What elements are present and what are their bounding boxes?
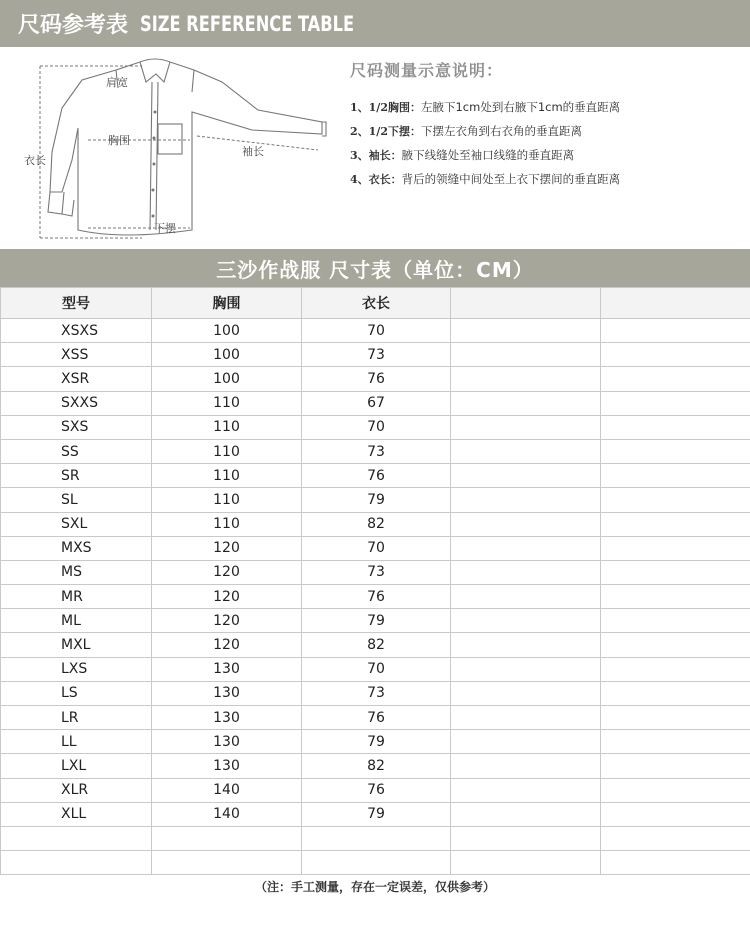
cell-empty xyxy=(451,706,601,730)
cell-chest: 110 xyxy=(152,391,302,415)
table-row xyxy=(1,512,750,536)
cell-empty xyxy=(451,730,601,754)
cell-chest: 110 xyxy=(152,464,302,488)
cell-chest: 130 xyxy=(152,730,302,754)
cell-empty xyxy=(601,585,750,609)
label-hem: 下摆 xyxy=(154,222,176,235)
label-sleeve: 袖长 xyxy=(242,145,264,158)
header-bar xyxy=(0,0,750,47)
table-row xyxy=(1,391,750,415)
cell-empty xyxy=(451,657,601,681)
cell-empty xyxy=(601,633,750,657)
cell-length: 73 xyxy=(302,681,451,705)
cell-length: 70 xyxy=(302,319,451,343)
cell-length: 73 xyxy=(302,560,451,584)
cell-empty xyxy=(601,851,750,875)
cell-model: XSS xyxy=(1,343,152,367)
cell-empty xyxy=(601,512,750,536)
cell-chest: 100 xyxy=(152,319,302,343)
header-title-en: SIZE REFERENCE TABLE xyxy=(140,11,355,36)
table-row xyxy=(1,560,750,584)
cell-model: MXS xyxy=(1,536,152,560)
cell-length: 82 xyxy=(302,512,451,536)
table-row xyxy=(1,633,750,657)
cell-model: LR xyxy=(1,706,152,730)
cell-model: MXL xyxy=(1,633,152,657)
measurement-notes xyxy=(350,58,740,191)
cell-model: SL xyxy=(1,488,152,512)
cell-length: 76 xyxy=(302,778,451,802)
cell-empty xyxy=(601,657,750,681)
cell-length: 73 xyxy=(302,439,451,463)
table-row xyxy=(1,536,750,560)
cell-chest: 110 xyxy=(152,439,302,463)
shirt-diagram xyxy=(22,52,334,248)
cell-length: 82 xyxy=(302,633,451,657)
cell-chest xyxy=(152,826,302,850)
cell-length: 79 xyxy=(302,730,451,754)
cell-chest: 120 xyxy=(152,560,302,584)
table-row xyxy=(1,706,750,730)
table-row xyxy=(1,754,750,778)
cell-empty xyxy=(451,633,601,657)
cell-empty xyxy=(451,585,601,609)
cell-empty xyxy=(601,754,750,778)
table-row xyxy=(1,730,750,754)
table-row xyxy=(1,585,750,609)
cell-empty xyxy=(601,778,750,802)
label-length: 衣长 xyxy=(24,154,46,167)
table-row xyxy=(1,802,750,826)
cell-empty xyxy=(451,536,601,560)
cell-length xyxy=(302,851,451,875)
measure-item: 2、1/2下摆：下摆左衣角到右衣角的垂直距离 xyxy=(350,124,582,138)
table-row xyxy=(1,343,750,367)
cell-empty xyxy=(451,319,601,343)
cell-empty xyxy=(601,802,750,826)
cell-model: LXL xyxy=(1,754,152,778)
cell-model: SXXS xyxy=(1,391,152,415)
table-row xyxy=(1,609,750,633)
cell-empty xyxy=(451,681,601,705)
cell-model: ML xyxy=(1,609,152,633)
cell-empty xyxy=(451,826,601,850)
cell-empty xyxy=(451,343,601,367)
table-row xyxy=(1,464,750,488)
cell-model: XSXS xyxy=(1,319,152,343)
header-chest: 胸围 xyxy=(152,288,302,319)
cell-chest: 110 xyxy=(152,415,302,439)
measure-item: 4、衣长：背后的领缝中间处至上衣下摆间的垂直距离 xyxy=(350,172,621,186)
footnote: （注：手工测量，存在一定误差，仅供参考） xyxy=(254,880,495,894)
cell-length: 79 xyxy=(302,802,451,826)
cell-model: SS xyxy=(1,439,152,463)
table-row xyxy=(1,415,750,439)
cell-length: 76 xyxy=(302,585,451,609)
cell-chest: 120 xyxy=(152,536,302,560)
cell-chest: 100 xyxy=(152,343,302,367)
cell-chest: 120 xyxy=(152,585,302,609)
measure-item: 1、1/2胸围：左腋下1cm处到右腋下1cm的垂直距离 xyxy=(350,100,621,114)
cell-empty xyxy=(451,488,601,512)
cell-length: 79 xyxy=(302,488,451,512)
cell-chest: 120 xyxy=(152,609,302,633)
cell-model: LXS xyxy=(1,657,152,681)
cell-model: XLR xyxy=(1,778,152,802)
cell-chest: 140 xyxy=(152,802,302,826)
table-row xyxy=(1,439,750,463)
table-row xyxy=(1,778,750,802)
cell-chest: 100 xyxy=(152,367,302,391)
table-row xyxy=(1,826,750,850)
table-row xyxy=(1,319,750,343)
cell-length: 76 xyxy=(302,706,451,730)
table-header-row xyxy=(1,288,750,319)
cell-empty xyxy=(601,415,750,439)
table-title: 三沙作战服 尺寸表（单位：CM） xyxy=(0,249,750,287)
cell-empty xyxy=(451,512,601,536)
cell-empty xyxy=(451,439,601,463)
label-shoulder: 肩宽 xyxy=(106,76,128,89)
cell-empty xyxy=(451,851,601,875)
cell-model: LL xyxy=(1,730,152,754)
cell-empty xyxy=(451,464,601,488)
cell-length: 70 xyxy=(302,536,451,560)
cell-chest: 130 xyxy=(152,681,302,705)
cell-length xyxy=(302,826,451,850)
cell-length: 70 xyxy=(302,415,451,439)
cell-length: 76 xyxy=(302,464,451,488)
table-row xyxy=(1,657,750,681)
cell-empty xyxy=(601,681,750,705)
measurement-title: 尺码测量示意说明： xyxy=(350,61,504,80)
cell-empty xyxy=(451,415,601,439)
table-row xyxy=(1,367,750,391)
cell-chest: 120 xyxy=(152,633,302,657)
cell-chest: 110 xyxy=(152,512,302,536)
cell-chest: 140 xyxy=(152,778,302,802)
cell-model: MR xyxy=(1,585,152,609)
cell-empty xyxy=(451,754,601,778)
cell-length: 70 xyxy=(302,657,451,681)
cell-length: 79 xyxy=(302,609,451,633)
cell-model: LS xyxy=(1,681,152,705)
cell-empty xyxy=(601,343,750,367)
header-length: 衣长 xyxy=(302,288,451,319)
header-model: 型号 xyxy=(1,288,152,319)
cell-empty xyxy=(601,706,750,730)
label-chest: 胸围 xyxy=(108,134,130,147)
cell-empty xyxy=(601,319,750,343)
cell-chest: 130 xyxy=(152,657,302,681)
cell-model: SXL xyxy=(1,512,152,536)
cell-empty xyxy=(451,391,601,415)
table-row xyxy=(1,851,750,875)
cell-empty xyxy=(451,560,601,584)
header-empty xyxy=(451,288,601,319)
cell-empty xyxy=(601,391,750,415)
cell-empty xyxy=(601,439,750,463)
cell-model: SXS xyxy=(1,415,152,439)
cell-empty xyxy=(601,488,750,512)
cell-model xyxy=(1,826,152,850)
table-row xyxy=(1,681,750,705)
cell-chest: 110 xyxy=(152,488,302,512)
cell-model xyxy=(1,851,152,875)
cell-length: 73 xyxy=(302,343,451,367)
cell-model: XLL xyxy=(1,802,152,826)
measure-item: 3、袖长：腋下线缝处至袖口线缝的垂直距离 xyxy=(350,148,575,162)
size-table xyxy=(0,287,750,875)
cell-chest: 130 xyxy=(152,754,302,778)
cell-length: 76 xyxy=(302,367,451,391)
cell-empty xyxy=(601,730,750,754)
cell-empty xyxy=(601,609,750,633)
cell-model: XSR xyxy=(1,367,152,391)
header-title-cn: 尺码参考表 xyxy=(18,13,129,38)
table-row xyxy=(1,488,750,512)
cell-empty xyxy=(451,778,601,802)
cell-empty xyxy=(451,609,601,633)
cell-length: 82 xyxy=(302,754,451,778)
cell-empty xyxy=(451,802,601,826)
cell-empty xyxy=(601,536,750,560)
cell-empty xyxy=(451,367,601,391)
cell-model: SR xyxy=(1,464,152,488)
cell-model: MS xyxy=(1,560,152,584)
cell-empty xyxy=(601,826,750,850)
cell-length: 67 xyxy=(302,391,451,415)
cell-chest xyxy=(152,851,302,875)
header-empty xyxy=(601,288,750,319)
cell-empty xyxy=(601,560,750,584)
cell-chest: 130 xyxy=(152,706,302,730)
cell-empty xyxy=(601,464,750,488)
cell-empty xyxy=(601,367,750,391)
